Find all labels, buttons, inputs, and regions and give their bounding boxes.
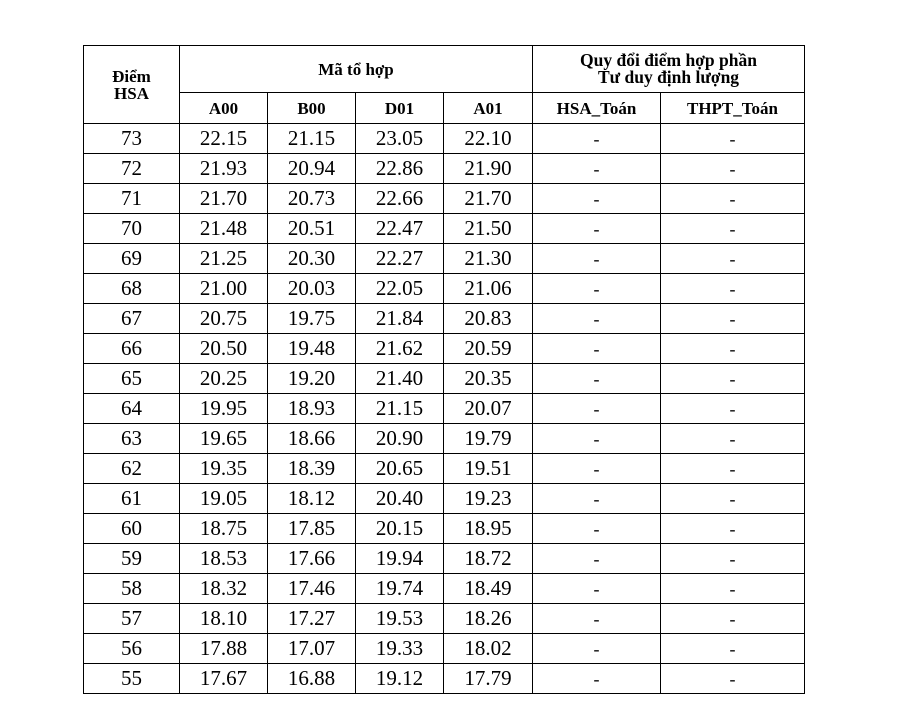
cell-b00: 17.66 — [268, 544, 356, 574]
cell-hsa-toan: - — [533, 544, 661, 574]
cell-a01: 19.23 — [444, 484, 533, 514]
cell-diem-hsa: 69 — [84, 244, 180, 274]
cell-hsa-toan: - — [533, 514, 661, 544]
cell-thpt-toan: - — [661, 274, 805, 304]
cell-a00: 21.48 — [180, 214, 268, 244]
cell-hsa-toan: - — [533, 604, 661, 634]
cell-d01: 21.62 — [356, 334, 444, 364]
cell-d01: 21.15 — [356, 394, 444, 424]
cell-thpt-toan: - — [661, 184, 805, 214]
cell-b00: 17.07 — [268, 634, 356, 664]
cell-a01: 21.30 — [444, 244, 533, 274]
cell-d01: 20.15 — [356, 514, 444, 544]
cell-d01: 21.40 — [356, 364, 444, 394]
header-quy-doi — [533, 46, 805, 93]
cell-diem-hsa: 61 — [84, 484, 180, 514]
header-d01: D01 — [356, 93, 444, 124]
cell-d01: 20.65 — [356, 454, 444, 484]
cell-a01: 21.06 — [444, 274, 533, 304]
cell-thpt-toan: - — [661, 244, 805, 274]
cell-a01: 22.10 — [444, 124, 533, 154]
header-thpt-toan: THPT_Toán — [661, 93, 805, 124]
table-row — [84, 394, 805, 424]
header-b00: B00 — [268, 93, 356, 124]
cell-a00: 18.53 — [180, 544, 268, 574]
cell-d01: 19.33 — [356, 634, 444, 664]
cell-hsa-toan: - — [533, 364, 661, 394]
cell-hsa-toan: - — [533, 394, 661, 424]
table-row — [84, 124, 805, 154]
cell-a01: 18.26 — [444, 604, 533, 634]
cell-d01: 19.53 — [356, 604, 444, 634]
header-diem-hsa — [84, 46, 180, 124]
cell-a00: 21.25 — [180, 244, 268, 274]
table-row — [84, 574, 805, 604]
cell-b00: 20.73 — [268, 184, 356, 214]
cell-b00: 17.46 — [268, 574, 356, 604]
cell-hsa-toan: - — [533, 304, 661, 334]
cell-b00: 20.30 — [268, 244, 356, 274]
cell-diem-hsa: 64 — [84, 394, 180, 424]
cell-diem-hsa: 67 — [84, 304, 180, 334]
cell-thpt-toan: - — [661, 304, 805, 334]
cell-a01: 19.79 — [444, 424, 533, 454]
cell-a01: 18.72 — [444, 544, 533, 574]
cell-hsa-toan: - — [533, 274, 661, 304]
cell-thpt-toan: - — [661, 394, 805, 424]
cell-a00: 20.25 — [180, 364, 268, 394]
cell-hsa-toan: - — [533, 424, 661, 454]
table-row — [84, 664, 805, 694]
cell-d01: 22.05 — [356, 274, 444, 304]
table-row — [84, 454, 805, 484]
cell-diem-hsa: 59 — [84, 544, 180, 574]
cell-hsa-toan: - — [533, 634, 661, 664]
cell-d01: 22.66 — [356, 184, 444, 214]
table-row — [84, 274, 805, 304]
cell-hsa-toan: - — [533, 154, 661, 184]
cell-thpt-toan: - — [661, 124, 805, 154]
cell-diem-hsa: 58 — [84, 574, 180, 604]
header-a00: A00 — [180, 93, 268, 124]
cell-a01: 19.51 — [444, 454, 533, 484]
cell-thpt-toan: - — [661, 214, 805, 244]
cell-thpt-toan: - — [661, 544, 805, 574]
cell-hsa-toan: - — [533, 664, 661, 694]
cell-b00: 18.66 — [268, 424, 356, 454]
cell-b00: 17.27 — [268, 604, 356, 634]
cell-b00: 20.51 — [268, 214, 356, 244]
cell-a00: 20.75 — [180, 304, 268, 334]
cell-thpt-toan: - — [661, 364, 805, 394]
cell-diem-hsa: 56 — [84, 634, 180, 664]
cell-a00: 21.93 — [180, 154, 268, 184]
cell-a01: 17.79 — [444, 664, 533, 694]
cell-d01: 19.74 — [356, 574, 444, 604]
cell-b00: 19.48 — [268, 334, 356, 364]
table-row — [84, 304, 805, 334]
cell-diem-hsa: 73 — [84, 124, 180, 154]
cell-d01: 19.12 — [356, 664, 444, 694]
header-ma-to-hop: Mã tổ hợp — [180, 46, 533, 93]
cell-diem-hsa: 65 — [84, 364, 180, 394]
cell-thpt-toan: - — [661, 154, 805, 184]
cell-hsa-toan: - — [533, 574, 661, 604]
cell-a00: 21.70 — [180, 184, 268, 214]
header-diem-line2: HSA — [114, 83, 149, 103]
cell-a01: 18.95 — [444, 514, 533, 544]
cell-thpt-toan: - — [661, 514, 805, 544]
cell-a01: 18.49 — [444, 574, 533, 604]
cell-thpt-toan: - — [661, 574, 805, 604]
cell-diem-hsa: 72 — [84, 154, 180, 184]
table-row — [84, 424, 805, 454]
cell-b00: 21.15 — [268, 124, 356, 154]
cell-d01: 21.84 — [356, 304, 444, 334]
cell-thpt-toan: - — [661, 634, 805, 664]
table-row — [84, 334, 805, 364]
cell-b00: 20.94 — [268, 154, 356, 184]
table-body — [84, 124, 805, 694]
cell-a01: 20.07 — [444, 394, 533, 424]
cell-hsa-toan: - — [533, 244, 661, 274]
table-row — [84, 484, 805, 514]
cell-d01: 22.27 — [356, 244, 444, 274]
cell-a00: 21.00 — [180, 274, 268, 304]
score-conversion-table — [83, 45, 805, 694]
table-row — [84, 604, 805, 634]
cell-a01: 20.83 — [444, 304, 533, 334]
cell-d01: 20.40 — [356, 484, 444, 514]
cell-diem-hsa: 57 — [84, 604, 180, 634]
cell-b00: 19.20 — [268, 364, 356, 394]
cell-d01: 19.94 — [356, 544, 444, 574]
cell-diem-hsa: 68 — [84, 274, 180, 304]
cell-b00: 20.03 — [268, 274, 356, 304]
table-row — [84, 544, 805, 574]
cell-a01: 18.02 — [444, 634, 533, 664]
table-row — [84, 154, 805, 184]
cell-a00: 19.35 — [180, 454, 268, 484]
cell-a00: 19.95 — [180, 394, 268, 424]
cell-thpt-toan: - — [661, 454, 805, 484]
cell-a00: 18.10 — [180, 604, 268, 634]
header-a01: A01 — [444, 93, 533, 124]
cell-a00: 17.67 — [180, 664, 268, 694]
table-row — [84, 634, 805, 664]
header-row-top — [84, 46, 805, 93]
cell-b00: 18.39 — [268, 454, 356, 484]
cell-d01: 20.90 — [356, 424, 444, 454]
table-row — [84, 244, 805, 274]
table-row — [84, 184, 805, 214]
cell-b00: 18.93 — [268, 394, 356, 424]
cell-diem-hsa: 62 — [84, 454, 180, 484]
cell-thpt-toan: - — [661, 664, 805, 694]
cell-a00: 17.88 — [180, 634, 268, 664]
cell-hsa-toan: - — [533, 454, 661, 484]
cell-b00: 16.88 — [268, 664, 356, 694]
cell-hsa-toan: - — [533, 484, 661, 514]
cell-thpt-toan: - — [661, 334, 805, 364]
cell-hsa-toan: - — [533, 334, 661, 364]
cell-a01: 20.59 — [444, 334, 533, 364]
cell-diem-hsa: 71 — [84, 184, 180, 214]
cell-a01: 21.70 — [444, 184, 533, 214]
cell-d01: 23.05 — [356, 124, 444, 154]
cell-a00: 19.05 — [180, 484, 268, 514]
cell-b00: 18.12 — [268, 484, 356, 514]
cell-a00: 19.65 — [180, 424, 268, 454]
header-hsa-toan: HSA_Toán — [533, 93, 661, 124]
cell-a01: 21.50 — [444, 214, 533, 244]
cell-thpt-toan: - — [661, 484, 805, 514]
cell-a00: 20.50 — [180, 334, 268, 364]
cell-diem-hsa: 70 — [84, 214, 180, 244]
cell-thpt-toan: - — [661, 604, 805, 634]
table-row — [84, 214, 805, 244]
cell-a01: 20.35 — [444, 364, 533, 394]
cell-thpt-toan: - — [661, 424, 805, 454]
cell-a00: 18.75 — [180, 514, 268, 544]
header-quy-doi-line2: Tư duy định lượng — [597, 67, 740, 87]
cell-diem-hsa: 66 — [84, 334, 180, 364]
cell-b00: 19.75 — [268, 304, 356, 334]
cell-a01: 21.90 — [444, 154, 533, 184]
header-diem-line1: Điểm — [112, 66, 151, 86]
table-row — [84, 364, 805, 394]
cell-hsa-toan: - — [533, 184, 661, 214]
cell-b00: 17.85 — [268, 514, 356, 544]
cell-a00: 18.32 — [180, 574, 268, 604]
cell-a00: 22.15 — [180, 124, 268, 154]
header-quy-doi-line1: Quy đổi điểm hợp phần — [580, 49, 757, 70]
cell-d01: 22.86 — [356, 154, 444, 184]
cell-diem-hsa: 55 — [84, 664, 180, 694]
cell-d01: 22.47 — [356, 214, 444, 244]
cell-hsa-toan: - — [533, 124, 661, 154]
table-row — [84, 514, 805, 544]
header-row-sub — [84, 93, 805, 124]
cell-diem-hsa: 63 — [84, 424, 180, 454]
cell-hsa-toan: - — [533, 214, 661, 244]
cell-diem-hsa: 60 — [84, 514, 180, 544]
